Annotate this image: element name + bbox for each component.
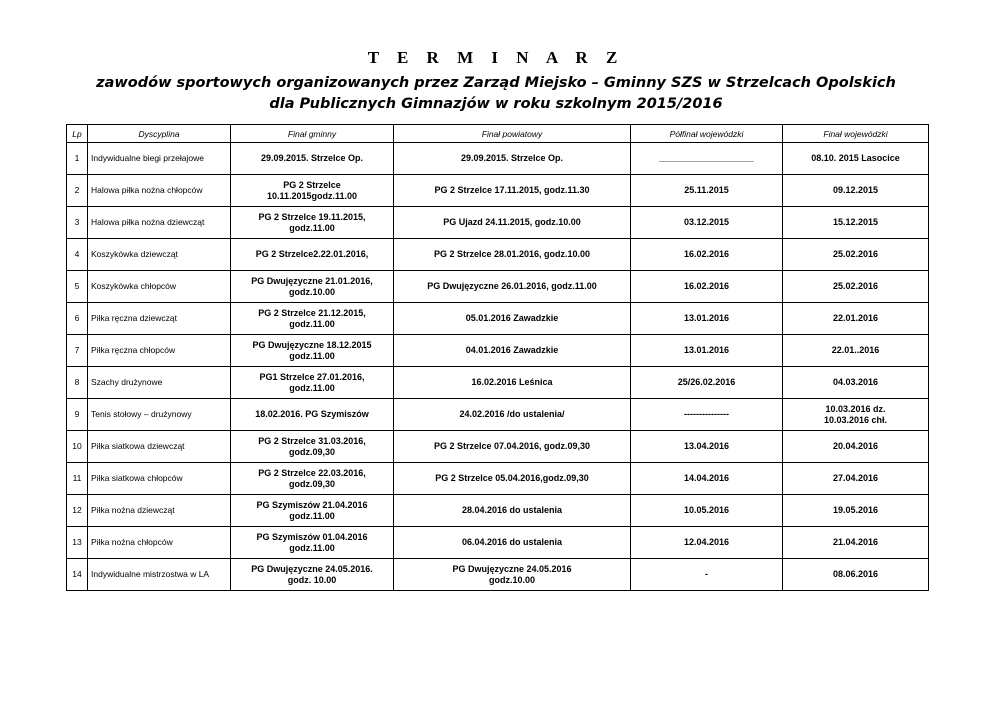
regional-semifinal-cell: 16.02.2016 (631, 271, 783, 303)
table-row (67, 559, 929, 591)
regional-final-cell: 25.02.2016 (783, 271, 929, 303)
regional-final-cell: 25.02.2016 (783, 239, 929, 271)
regional-semifinal-cell: 13.01.2016 (631, 335, 783, 367)
table-row (67, 175, 929, 207)
regional-final-cell: 22.01.2016 (783, 303, 929, 335)
regional-semifinal-cell: 12.04.2016 (631, 527, 783, 559)
regional-final-cell: 21.04.2016 (783, 527, 929, 559)
discipline-cell: Piłka ręczna chłopców (88, 335, 231, 367)
regional-final-cell: 09.12.2015 (783, 175, 929, 207)
lp-cell: 8 (67, 367, 88, 399)
column-header-county-final: Finał powiatowy (394, 125, 631, 143)
county-final-cell: 05.01.2016 Zawadzkie (394, 303, 631, 335)
column-header-regional-semifinal: Półfinał wojewódzki (631, 125, 783, 143)
lp-cell: 9 (67, 399, 88, 431)
municipal-final-cell: PG Dwujęzyczne 24.05.2016. godz. 10.00 (231, 559, 394, 591)
table-row (67, 239, 929, 271)
lp-cell: 2 (67, 175, 88, 207)
discipline-cell: Indywidualne biegi przełajowe (88, 143, 231, 175)
municipal-final-cell: PG Szymiszów 21.04.2016 godz.11.00 (231, 495, 394, 527)
document-subtitle-line-2: dla Publicznych Gimnazjów w roku szkolnym 2015/2016 (269, 96, 723, 112)
regional-semifinal-cell: 25/26.02.2016 (631, 367, 783, 399)
table-row (67, 527, 929, 559)
municipal-final-cell: PG Szymiszów 01.04.2016 godz.11.00 (231, 527, 394, 559)
table-header-row (67, 125, 929, 143)
discipline-cell: Szachy drużynowe (88, 367, 231, 399)
regional-final-cell: 20.04.2016 (783, 431, 929, 463)
county-final-cell: PG 2 Strzelce 07.04.2016, godz.09,30 (394, 431, 631, 463)
municipal-final-cell: PG 2 Strzelce 19.11.2015, godz.11.00 (231, 207, 394, 239)
municipal-final-cell: PG 2 Strzelce 22.03.2016, godz.09,30 (231, 463, 394, 495)
county-final-cell: 29.09.2015. Strzelce Op. (394, 143, 631, 175)
county-final-cell: 24.02.2016 /do ustalenia/ (394, 399, 631, 431)
lp-cell: 11 (67, 463, 88, 495)
regional-final-cell: 19.05.2016 (783, 495, 929, 527)
table-row (67, 463, 929, 495)
regional-final-cell: 15.12.2015 (783, 207, 929, 239)
document-title: T E R M I N A R Z (367, 48, 625, 67)
county-final-cell: 28.04.2016 do ustalenia (394, 495, 631, 527)
county-final-cell: PG Dwujęzyczne 26.01.2016, godz.11.00 (394, 271, 631, 303)
lp-cell: 10 (67, 431, 88, 463)
county-final-cell: 04.01.2016 Zawadzkie (394, 335, 631, 367)
schedule-table (66, 124, 929, 591)
county-final-cell: PG 2 Strzelce 28.01.2016, godz.10.00 (394, 239, 631, 271)
table-row (67, 335, 929, 367)
county-final-cell: 16.02.2016 Leśnica (394, 367, 631, 399)
discipline-cell: Piłka nożna dziewcząt (88, 495, 231, 527)
regional-semifinal-cell: 25.11.2015 (631, 175, 783, 207)
municipal-final-cell: PG 2 Strzelce 10.11.2015godz.11.00 (231, 175, 394, 207)
document-subtitle-line-1: zawodów sportowych organizowanych przez Zarząd Miejsko – Gminny SZS w Strzelcach Opolskich (96, 75, 896, 91)
table-row (67, 431, 929, 463)
lp-cell: 3 (67, 207, 88, 239)
regional-semifinal-cell: - (631, 559, 783, 591)
lp-cell: 13 (67, 527, 88, 559)
lp-cell: 5 (67, 271, 88, 303)
discipline-cell: Koszykówka dziewcząt (88, 239, 231, 271)
municipal-final-cell: PG 2 Strzelce2.22.01.2016, (231, 239, 394, 271)
county-final-cell: 06.04.2016 do ustalenia (394, 527, 631, 559)
regional-final-cell: 10.03.2016 dz. 10.03.2016 chł. (783, 399, 929, 431)
regional-semifinal-cell: 10.05.2016 (631, 495, 783, 527)
table-row (67, 495, 929, 527)
table-row (67, 303, 929, 335)
table-row (67, 367, 929, 399)
lp-cell: 1 (67, 143, 88, 175)
county-final-cell: PG Ujazd 24.11.2015, godz.10.00 (394, 207, 631, 239)
column-header-lp: Lp (67, 125, 88, 143)
discipline-cell: Piłka nożna chłopców (88, 527, 231, 559)
regional-final-cell: 04.03.2016 (783, 367, 929, 399)
municipal-final-cell: PG Dwujęzyczne 18.12.2015 godz.11.00 (231, 335, 394, 367)
lp-cell: 6 (67, 303, 88, 335)
discipline-cell: Piłka ręczna dziewcząt (88, 303, 231, 335)
table-row (67, 143, 929, 175)
municipal-final-cell: PG 2 Strzelce 21.12.2015, godz.11.00 (231, 303, 394, 335)
municipal-final-cell: PG Dwujęzyczne 21.01.2016, godz.10.00 (231, 271, 394, 303)
discipline-cell: Koszykówka chłopców (88, 271, 231, 303)
county-final-cell: PG 2 Strzelce 05.04.2016,godz.09,30 (394, 463, 631, 495)
discipline-cell: Piłka siatkowa chłopców (88, 463, 231, 495)
municipal-final-cell: PG1 Strzelce 27.01.2016, godz.11.00 (231, 367, 394, 399)
regional-semifinal-cell: 13.04.2016 (631, 431, 783, 463)
lp-cell: 14 (67, 559, 88, 591)
municipal-final-cell: 18.02.2016. PG Szymiszów (231, 399, 394, 431)
regional-semifinal-cell: --------------- (631, 399, 783, 431)
discipline-cell: Halowa piłka nożna chłopców (88, 175, 231, 207)
discipline-cell: Halowa piłka nożna dziewcząt (88, 207, 231, 239)
table-row (67, 207, 929, 239)
regional-semifinal-cell: ___________________ (631, 143, 783, 175)
column-header-regional-final: Finał wojewódzki (783, 125, 929, 143)
lp-cell: 4 (67, 239, 88, 271)
lp-cell: 12 (67, 495, 88, 527)
regional-semifinal-cell: 13.01.2016 (631, 303, 783, 335)
regional-final-cell: 08.10. 2015 Lasocice (783, 143, 929, 175)
regional-semifinal-cell: 03.12.2015 (631, 207, 783, 239)
discipline-cell: Indywidualne mistrzostwa w LA (88, 559, 231, 591)
regional-final-cell: 27.04.2016 (783, 463, 929, 495)
county-final-cell: PG Dwujęzyczne 24.05.2016 godz.10.00 (394, 559, 631, 591)
discipline-cell: Tenis stołowy – drużynowy (88, 399, 231, 431)
municipal-final-cell: 29.09.2015. Strzelce Op. (231, 143, 394, 175)
regional-semifinal-cell: 16.02.2016 (631, 239, 783, 271)
discipline-cell: Piłka siatkowa dziewcząt (88, 431, 231, 463)
column-header-municipal-final: Finał gminny (231, 125, 394, 143)
municipal-final-cell: PG 2 Strzelce 31.03.2016, godz.09,30 (231, 431, 394, 463)
lp-cell: 7 (67, 335, 88, 367)
regional-semifinal-cell: 14.04.2016 (631, 463, 783, 495)
regional-final-cell: 22.01..2016 (783, 335, 929, 367)
table-row (67, 399, 929, 431)
county-final-cell: PG 2 Strzelce 17.11.2015, godz.11.30 (394, 175, 631, 207)
regional-final-cell: 08.06.2016 (783, 559, 929, 591)
column-header-discipline: Dyscyplina (88, 125, 231, 143)
table-row (67, 271, 929, 303)
